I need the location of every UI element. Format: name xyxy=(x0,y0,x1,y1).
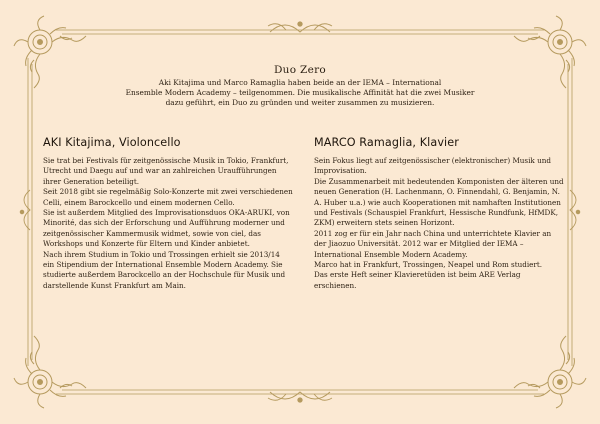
bottom-flourish-icon xyxy=(268,392,332,402)
bio-paragraph: Das erste Heft seiner Klavieretüden ist beim ARE Verlag erschienen. xyxy=(314,270,521,290)
marco-heading: MARCO Ramaglia, Klavier xyxy=(314,136,459,149)
page-title: Duo Zero xyxy=(273,64,327,76)
bio-paragraph: 2011 zog er für ein Jahr nach China und unterrichtete Klavier an der Jiaozuo Universität. 2012 war er Mitglied der IEMA – International Ensemble Modern Academy. xyxy=(314,228,552,259)
marco-biography xyxy=(314,136,564,291)
intro-header xyxy=(60,64,540,109)
bio-paragraph: Marco hat in Frankfurt, Trossingen, Neapel und Rom studiert. xyxy=(314,260,543,270)
intro-line: Ensemble Modern Academy – teilgenommen. Die musikalische Affinität hat die zwei Musiker xyxy=(125,88,475,98)
bio-paragraph: Nach ihrem Studium in Tokio und Trossingen erhielt sie 2013/14 ein Stipendium der International Ensemble Modern Academy. Sie studierte außerdem Barockcello an der Hochschule für Musik und darstellende Kunst Frankfurt am Main. xyxy=(43,249,286,290)
top-flourish-icon xyxy=(268,22,332,32)
bio-paragraph: Seit 2018 gibt sie regelmäßig Solo-Konzerte mit zwei verschiedenen Celli, einem Barockcello und einem modernen Cello. xyxy=(43,187,293,207)
intro-text xyxy=(60,78,540,109)
bio-paragraph: Die Zusammenarbeit mit bedeutenden Komponisten der älteren und neuen Generation (H. Lachenmann, O. Finnendahl, G. Benjamin, N. A. Huber u.a.) wie auch Kooperationen mit namhaften Institutionen und Festivals (Schauspiel Frankfurt, Hessische Rundfunk, HfMDK, ZKM) erweitern stets seinen Horizont. xyxy=(314,176,564,228)
left-flourish-icon xyxy=(20,190,30,230)
aki-biography xyxy=(43,136,293,291)
right-flourish-icon xyxy=(570,190,580,230)
intro-line: Aki Kitajima und Marco Ramaglia haben beide an der IEMA – International xyxy=(158,78,442,87)
intro-line: dazu geführt, ein Duo zu gründen und weiter zusammen zu musizieren. xyxy=(165,98,435,108)
bio-paragraph: Sie trat bei Festivals für zeitgenössische Musik in Tokio, Frankfurt, Utrecht und Daegu auf und war an zahlreichen Uraufführungen ihrer Generation beteiligt. xyxy=(43,156,289,186)
bio-paragraph: Sie ist außerdem Mitglied des Improvisationsduos OKA-ARUKI, von Minorité, das sich der Erforschung und Aufführung moderner und zeitgenössischer Kammermusik widmet, sowie von ciel, das Workshops und Konzerte für Eltern und Kinder anbietet. xyxy=(43,208,290,249)
bio-paragraph: Sein Fokus liegt auf zeitgenössischer (elektronischer) Musik und Improvisation. xyxy=(314,156,551,176)
aki-heading: AKI Kitajima, Violoncello xyxy=(43,136,181,149)
